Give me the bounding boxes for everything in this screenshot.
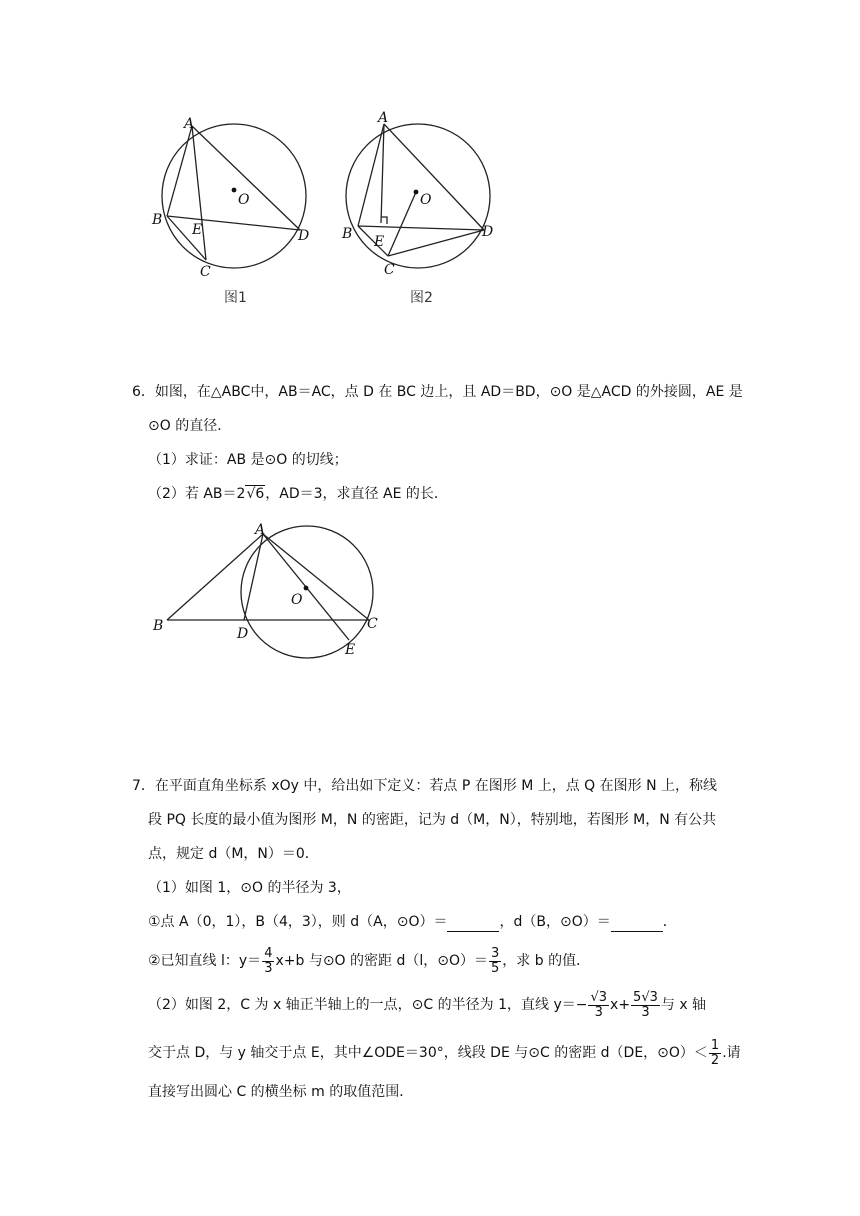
q6-part-2-pre: （2）若 AB＝2 xyxy=(148,486,246,502)
label-c: C xyxy=(384,262,395,278)
figure-1 xyxy=(162,124,306,268)
figure-2-caption: 图2 xyxy=(410,290,433,306)
q6-sqrt: √6 xyxy=(246,486,265,502)
q7-part-2-line-3: 直接写出圆心 C 的横坐标 m 的取值范围． xyxy=(148,1084,414,1100)
label-d: D xyxy=(298,228,310,244)
q7-line-1: 7．在平面直角坐标系 xOy 中，给出如下定义：若点 P 在图形 M 上，点 Q 在图形 N 上，称线 xyxy=(132,778,718,794)
label-e: E xyxy=(374,234,385,250)
q7-part-2-post: 与 x 轴 xyxy=(660,997,707,1013)
q7-sub-1-pre: ①点 A（0，1），B（4，3），则 d（A，⊙O）＝ xyxy=(148,914,448,930)
label-a: A xyxy=(378,110,389,126)
q7-sub-2-mid: x+b 与⊙O 的密距 d（l，⊙O）＝ xyxy=(275,953,488,969)
q7-sub-2-pre: ②已知直线 l：y＝ xyxy=(148,953,262,969)
q7-part-2b-pre: 交于点 D，与 y 轴交于点 E，其中∠ODE＝30°，线段 DE 与⊙C 的密距 d（DE，⊙O）＜ xyxy=(148,1045,708,1061)
q7-part-2-pre: （2）如图 2，C 为 x 轴正半轴上的一点，⊙C 的半径为 1，直线 y＝− xyxy=(148,997,588,1013)
figure-1-and-2 xyxy=(140,100,520,320)
fraction-den: 2 xyxy=(710,1052,720,1068)
label-a: A xyxy=(184,116,195,132)
label-o: O xyxy=(291,592,303,608)
fraction xyxy=(588,991,609,1020)
q6-part-2 xyxy=(148,484,448,504)
fraction-num: √3 xyxy=(590,989,608,1005)
fraction-num: 3 xyxy=(491,945,500,961)
figure-1-caption: 图1 xyxy=(224,290,247,306)
fraction-num: 1 xyxy=(710,1037,720,1053)
q7-part-2-mid: x+ xyxy=(610,997,631,1013)
fraction-den: 3 xyxy=(594,1004,603,1020)
fraction-den: 3 xyxy=(264,960,273,976)
answer-blank-2 xyxy=(611,917,663,932)
label-e: E xyxy=(192,222,203,238)
answer-blank-1 xyxy=(447,917,499,932)
label-d: D xyxy=(237,626,249,642)
q6-line-2: ⊙O 的直径． xyxy=(148,418,232,434)
fraction-den: 3 xyxy=(641,1004,650,1020)
q7-line-3: 点，规定 d（M，N）＝0． xyxy=(148,846,319,862)
q6-part-1: （1）求证：AB 是⊙O 的切线； xyxy=(148,452,348,468)
q6-sqrt-radicand: 6 xyxy=(255,486,265,502)
fraction xyxy=(489,947,501,976)
fraction-num: 5√3 xyxy=(633,989,658,1005)
q6-line-1: 6．如图，在△ABC中，AB＝AC，点 D 在 BC 边上，且 AD＝BD，⊙O 是△ACD 的外接圆，AE 是 xyxy=(132,384,743,400)
fraction-den: 5 xyxy=(491,960,500,976)
center-dot xyxy=(232,188,237,193)
label-o: O xyxy=(238,192,250,208)
figure-2 xyxy=(346,124,490,268)
center-dot xyxy=(414,190,419,195)
fraction xyxy=(262,947,274,976)
q7-sub-1 xyxy=(148,912,677,932)
q7-sub-1-end: ． xyxy=(662,914,677,930)
label-b: B xyxy=(342,226,353,242)
label-b: B xyxy=(153,618,164,634)
label-a: A xyxy=(255,522,266,538)
fraction-num: 4 xyxy=(264,945,273,961)
q7-sub-2-end: ，求 b 的值． xyxy=(502,953,591,969)
q7-part-2 xyxy=(148,990,706,1020)
q7-sub-2 xyxy=(148,946,590,976)
q7-part-2-line-2 xyxy=(148,1038,741,1068)
q7-line-2: 段 PQ 长度的最小值为图形 M，N 的密距，记为 d（M，N），特别地，若图形 M，N 有公共 xyxy=(148,812,717,828)
label-e: E xyxy=(345,642,356,658)
label-c: C xyxy=(367,616,378,632)
fraction xyxy=(631,991,660,1020)
fraction xyxy=(709,1039,721,1068)
label-b: B xyxy=(152,212,163,228)
label-o: O xyxy=(420,192,432,208)
label-c: C xyxy=(200,264,211,280)
center-dot xyxy=(304,586,309,591)
figure-q6 xyxy=(145,520,395,660)
q7-part-1: （1）如图 1，⊙O 的半径为 3， xyxy=(148,880,351,896)
label-d: D xyxy=(482,224,494,240)
q6-part-2-post: ，AD＝3，求直径 AE 的长． xyxy=(265,486,448,502)
q7-sub-1-mid: ，d（B，⊙O）＝ xyxy=(499,914,611,930)
q7-part-2b-post: .请 xyxy=(722,1045,741,1061)
